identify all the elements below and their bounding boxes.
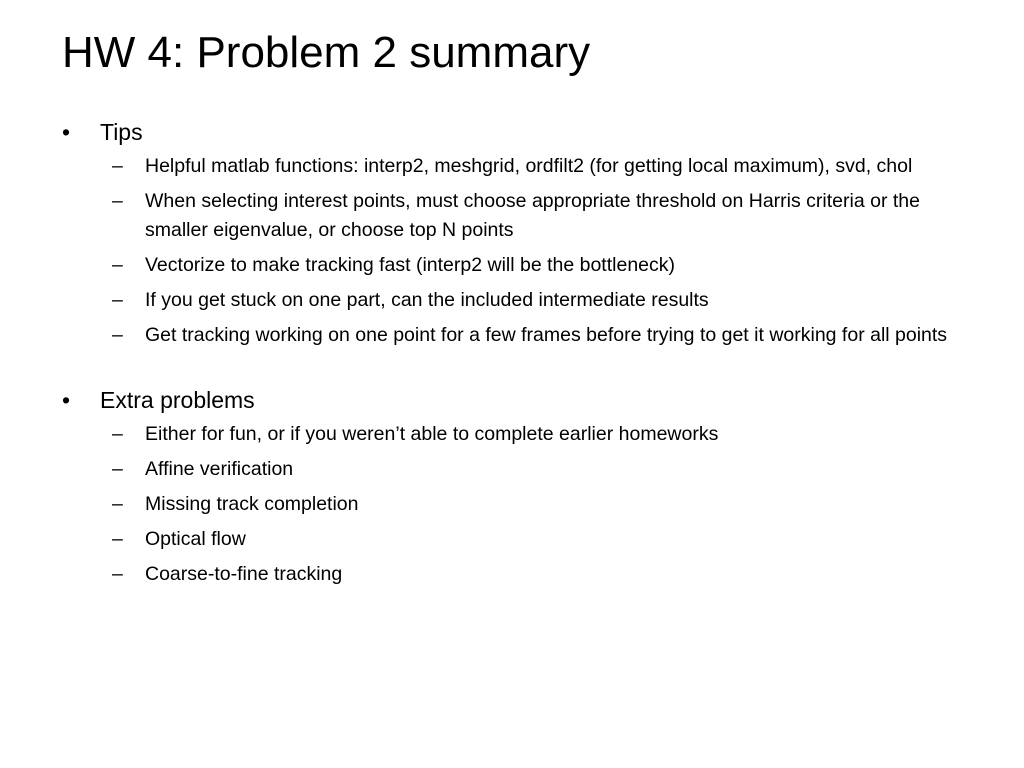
- dash-icon: –: [112, 155, 123, 177]
- sub-bullet-text: Get tracking working on one point for a few frames before trying to get it working for all points: [145, 324, 948, 346]
- dash-icon: –: [112, 190, 123, 212]
- bullet-icon: •: [62, 119, 71, 145]
- dash-icon: –: [112, 324, 123, 346]
- dash-icon: –: [112, 423, 123, 445]
- slide-title: HW 4: Problem 2 summary: [62, 28, 591, 77]
- section-tips: [62, 116, 962, 350]
- sub-bullet-item: [62, 420, 962, 449]
- sub-bullet-item: [62, 286, 962, 315]
- section-heading: Tips: [100, 119, 143, 145]
- sub-bullet-item: [62, 251, 962, 280]
- section-heading: Extra problems: [100, 387, 255, 413]
- bullet-item: [62, 384, 962, 416]
- section-extra-problems: [62, 384, 962, 589]
- sub-bullet-item: [62, 321, 962, 350]
- sub-bullet-item: [62, 152, 962, 181]
- sub-bullet-text: Vectorize to make tracking fast (interp2 will be the bottleneck): [145, 254, 676, 276]
- sub-bullet-text: If you get stuck on one part, can the included intermediate results: [145, 289, 709, 311]
- dash-icon: –: [112, 493, 123, 515]
- dash-icon: –: [112, 563, 123, 585]
- sub-bullet-text: Either for fun, or if you weren’t able to complete earlier homeworks: [145, 423, 719, 445]
- sub-bullet-text: Missing track completion: [145, 493, 359, 515]
- sub-bullet-text: Coarse-to-fine tracking: [145, 563, 343, 585]
- sub-bullet-item: [62, 490, 962, 519]
- dash-icon: –: [112, 458, 123, 480]
- sub-bullet-item: [62, 525, 962, 554]
- bullet-icon: •: [62, 387, 71, 413]
- sub-bullet-item: [62, 560, 962, 589]
- dash-icon: –: [112, 528, 123, 550]
- sub-bullet-text: Affine verification: [145, 458, 294, 480]
- sub-bullet-text: Optical flow: [145, 528, 246, 550]
- sub-bullet-item: [62, 455, 962, 484]
- bullet-item: [62, 116, 962, 148]
- sub-bullet-list: [62, 420, 962, 589]
- dash-icon: –: [112, 254, 123, 276]
- sub-bullet-item: [62, 187, 962, 245]
- dash-icon: –: [112, 289, 123, 311]
- slide-content: [62, 116, 962, 595]
- sub-bullet-text: When selecting interest points, must choose appropriate threshold on Harris criteria or the smaller eigenvalue, or choose top N points: [145, 190, 920, 241]
- sub-bullet-text: Helpful matlab functions: interp2, meshgrid, ordfilt2 (for getting local maximum), svd, chol: [145, 155, 913, 177]
- sub-bullet-list: [62, 152, 962, 350]
